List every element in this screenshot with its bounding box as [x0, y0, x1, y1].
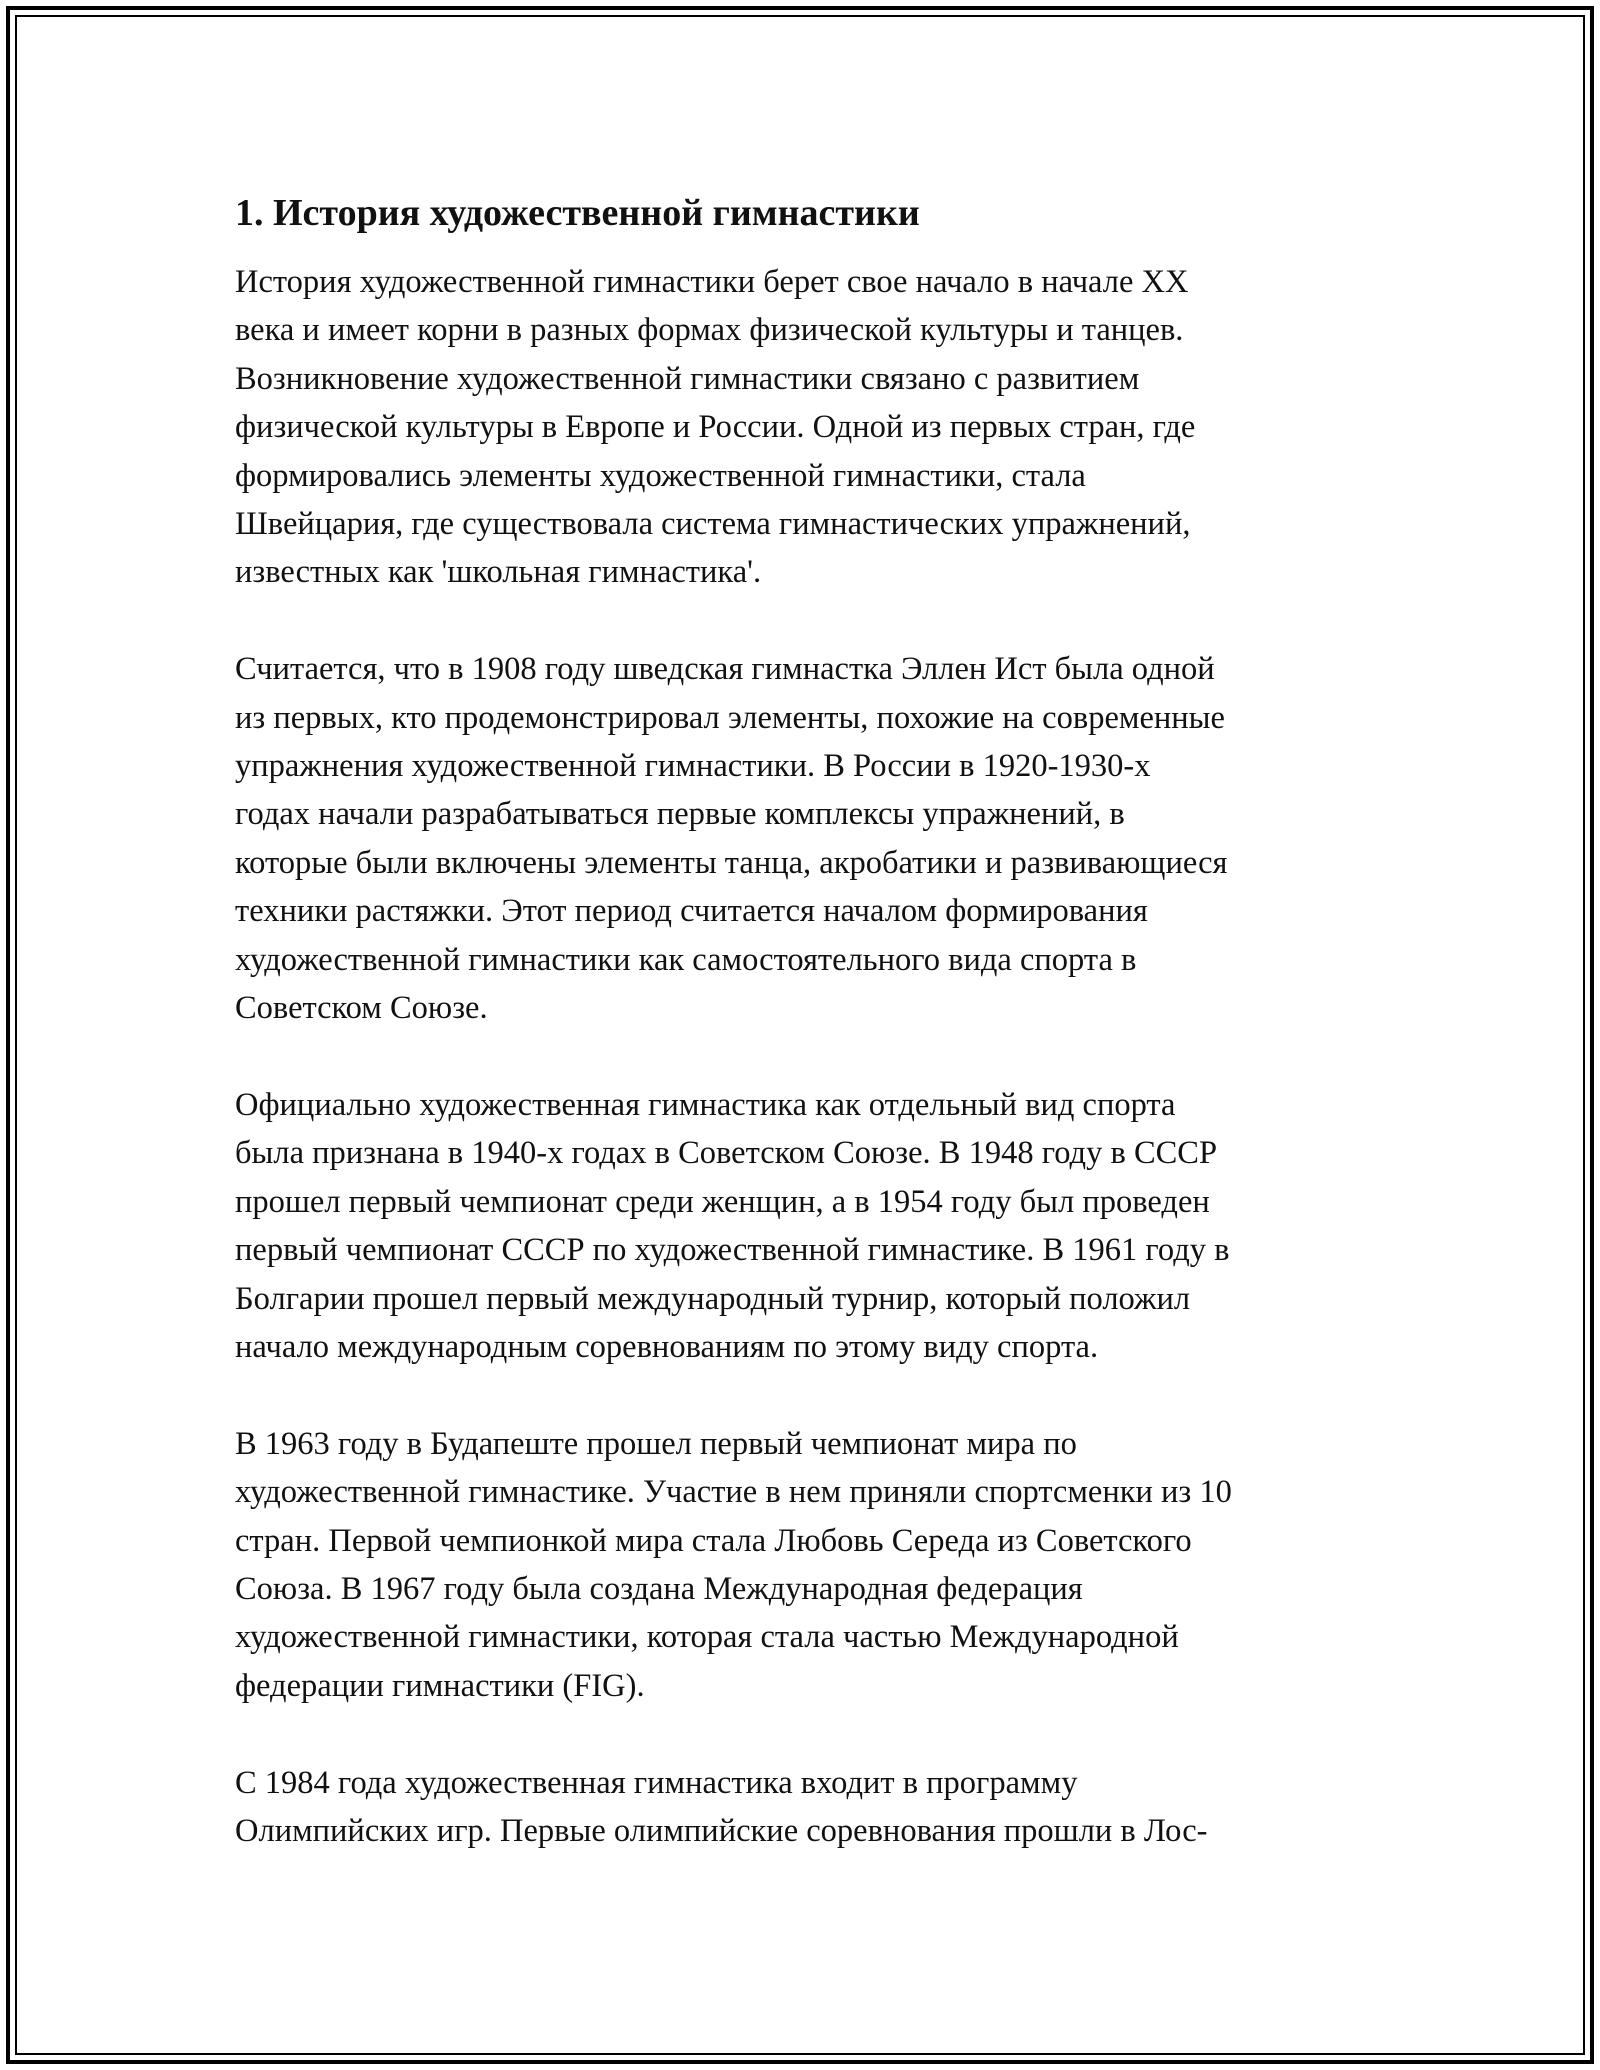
text-line: Советском Союзе. — [235, 990, 488, 1027]
text-line: физической культуры в Европе и России. Одной из первых стран, где — [235, 409, 1196, 446]
text-line: прошел первый чемпионат среди женщин, а в 1954 году был проведен — [235, 1183, 1210, 1220]
text-line: стран. Первой чемпионкой мира стала Любовь Середа из Советского — [235, 1522, 1192, 1559]
section-heading: 1. История художественной гимнастики — [235, 192, 920, 234]
paragraph-2 — [235, 645, 1375, 1032]
text-line: художественной гимнастике. Участие в нем приняли спортсменки из 10 — [235, 1474, 1232, 1511]
text-line: Официально художественная гимнастика как отдельный вид спорта — [235, 1086, 1176, 1123]
text-line: века и имеет корни в разных формах физической культуры и танцев. — [235, 312, 1184, 349]
text-line: В 1963 году в Будапеште прошел первый чемпионат мира по — [235, 1425, 1077, 1462]
text-line: Союза. В 1967 году была создана Международная федерация — [235, 1570, 1083, 1607]
text-line: была признана в 1940-х годах в Советском Союзе. В 1948 году в СССР — [235, 1135, 1218, 1172]
text-line: История художественной гимнастики берет свое начало в начале XX — [235, 264, 1189, 300]
text-line: известных как 'школьная гимнастика'. — [235, 554, 762, 591]
text-line: Возникновение художественной гимнастики связано с развитием — [235, 360, 1140, 397]
text-line: Болгарии прошел первый международный турнир, который положил — [235, 1280, 1191, 1317]
text-line: Считается, что в 1908 году шведская гимнастка Эллен Ист была одной — [235, 651, 1215, 688]
paragraph-1 — [235, 258, 1375, 597]
document-page — [235, 188, 1375, 1904]
paragraph-4 — [235, 1420, 1375, 1710]
text-line: художественной гимнастики, которая стала частью Международной — [235, 1619, 1179, 1656]
text-line: С 1984 года художественная гимнастика входит в программу — [235, 1764, 1078, 1801]
text-line: первый чемпионат СССР по художественной гимнастике. В 1961 году в — [235, 1232, 1230, 1269]
text-line: художественной гимнастики как самостоятельного вида спорта в — [235, 941, 1137, 978]
paragraph-3 — [235, 1081, 1375, 1371]
text-line: Швейцария, где существовала система гимнастических упражнений, — [235, 506, 1191, 543]
text-line: Олимпийских игр. Первые олимпийские соревнования прошли в Лос- — [235, 1812, 1208, 1849]
text-line: техники растяжки. Этот период считается началом формирования — [235, 893, 1148, 930]
text-line: годах начали разрабатываться первые комплексы упражнений, в — [235, 796, 1125, 833]
text-line: из первых, кто продемонстрировал элементы, похожие на современные — [235, 699, 1225, 736]
text-line: формировались элементы художественной гимнастики, стала — [235, 457, 1086, 494]
text-line: которые были включены элементы танца, акробатики и развивающиеся — [235, 844, 1228, 881]
text-line: федерации гимнастики (FIG). — [235, 1667, 645, 1704]
text-line: начало международным соревнованиям по этому виду спорта. — [235, 1328, 1099, 1365]
text-line: упражнения художественной гимнастики. В России в 1920-1930-х — [235, 748, 1151, 785]
paragraph-5 — [235, 1759, 1375, 1856]
